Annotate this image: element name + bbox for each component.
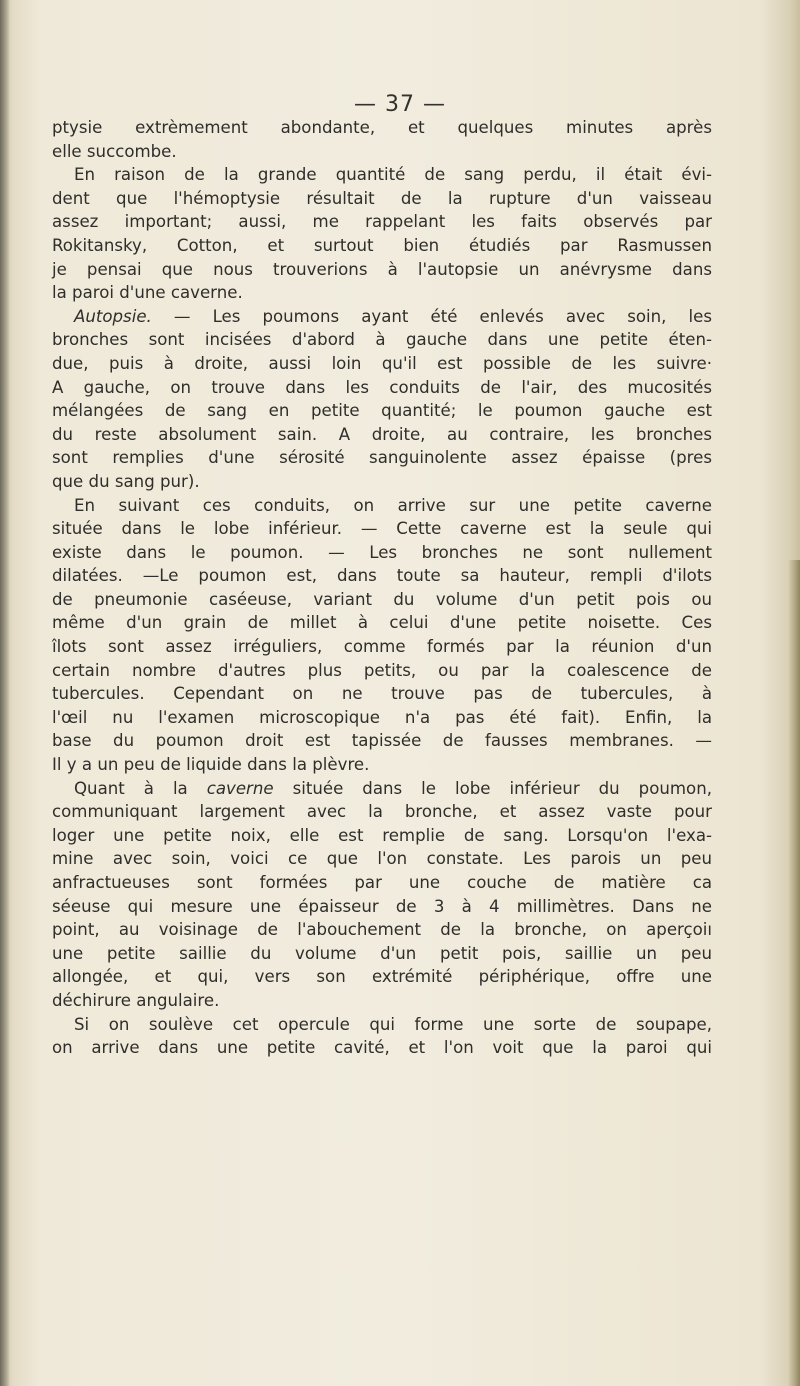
italic-lead: Autopsie. (74, 306, 152, 326)
text-line: mine avec soin, voici ce que l'on constate. Les parois un peu (52, 849, 712, 869)
text-line: elle succombe. (52, 141, 177, 161)
text-line: séeuse qui mesure une épaisseur de 3 à 4 millimètres. Dans ne (52, 896, 712, 916)
paragraph (52, 305, 712, 494)
text-line: existe dans le poumon. — Les bronches ne sont nullement (52, 542, 712, 562)
text-line: Si on soulève cet opercule qui forme une sorte de soupape, (74, 1014, 712, 1034)
text-line: sont remplies d'une sérosité sanguinolente assez épaisse (pres (52, 448, 712, 468)
text-line (52, 777, 712, 801)
text-line: ptysie extrèmement abondante, et quelques minutes après (52, 118, 712, 137)
paragraph (52, 116, 712, 163)
text-line: déchirure angulaire. (52, 990, 220, 1010)
paragraph (52, 777, 712, 1013)
text-line: point, au voisinage de l'abouchement de la bronche, on aperçoiı (52, 920, 712, 940)
text-line: due, puis à droite, aussi loin qu'il est possible de les suivre· (52, 353, 712, 373)
italic-word: caverne (206, 778, 274, 798)
text-line: du reste absolument sain. A droite, au contraire, les bronches (52, 424, 712, 444)
page-right-edge (788, 560, 800, 1386)
text-line: A gauche, on trouve dans les conduits de l'air, des mucosités (52, 377, 712, 397)
text-line: allongée, et qui, vers son extrémité périphérique, offre une (52, 967, 712, 987)
text-line: Rokitansky, Cotton, et surtout bien étudiés par Rasmussen (52, 235, 712, 255)
text-line: bronches sont incisées d'abord à gauche dans une petite éten- (52, 330, 712, 350)
text-line: on arrive dans une petite cavité, et l'on voit que la paroi qui (52, 1038, 712, 1058)
text-line: que du sang pur). (52, 471, 200, 491)
text-line: Il y a un peu de liquide dans la plèvre. (52, 755, 370, 775)
text-line: certain nombre d'autres plus petits, ou par la coalescence de (52, 660, 712, 680)
page-number: — 37 — (354, 92, 446, 117)
text-line: la paroi d'une caverne. (52, 283, 243, 303)
text-line: assez important; aussi, me rappelant les faits observés par (52, 212, 712, 232)
text-line: dilatées. —Le poumon est, dans toute sa hauteur, rempli d'ilots (52, 566, 712, 586)
text-line: de pneumonie caséeuse, variant du volume d'un petit pois ou (52, 589, 712, 609)
text-line: tubercules. Cependant on ne trouve pas de tubercules, à (52, 684, 712, 704)
line-lead: Quant à la (74, 778, 207, 798)
text-line: En raison de la grande quantité de sang perdu, il était évi- (74, 165, 712, 185)
text-line: anfractueuses sont formées par une couche de matière ca (52, 873, 712, 892)
text-line (52, 305, 712, 329)
text-line: En suivant ces conduits, on arrive sur une petite caverne (74, 495, 712, 515)
text-line: base du poumon droit est tapissée de fausses membranes. — (52, 731, 712, 751)
line-rest: — Les poumons ayant été enlevés avec soin, les (151, 306, 712, 326)
text-line: même d'un grain de millet à celui d'une petite noisette. Ces (52, 613, 712, 633)
text-line: îlots sont assez irréguliers, comme formés par la réunion d'un (52, 637, 712, 657)
text-line: communiquant largement avec la bronche, et assez vaste pour (52, 802, 712, 822)
text-line: mélangées de sang en petite quantité; le poumon gauche est (52, 401, 712, 421)
paragraph (52, 494, 712, 777)
body-text (52, 116, 712, 1060)
text-line: loger une petite noix, elle est remplie de sang. Lorsqu'on l'exa- (52, 825, 712, 845)
text-line: l'œil nu l'examen microscopique n'a pas été fait). Enfin, la (52, 707, 712, 727)
paragraph (52, 1013, 712, 1060)
paragraph (52, 163, 712, 305)
page-left-shadow (0, 0, 10, 1386)
text-line: dent que l'hémoptysie résultait de la rupture d'un vaisseau (52, 188, 712, 208)
text-line: située dans le lobe inférieur. — Cette caverne est la seule qui (52, 519, 712, 539)
text-line: je pensai que nous trouverions à l'autopsie un anévrysme dans (52, 259, 712, 279)
text-line: une petite saillie du volume d'un petit pois, saillie un peu (52, 943, 712, 963)
line-rest: située dans le lobe inférieur du poumon, (273, 778, 712, 798)
